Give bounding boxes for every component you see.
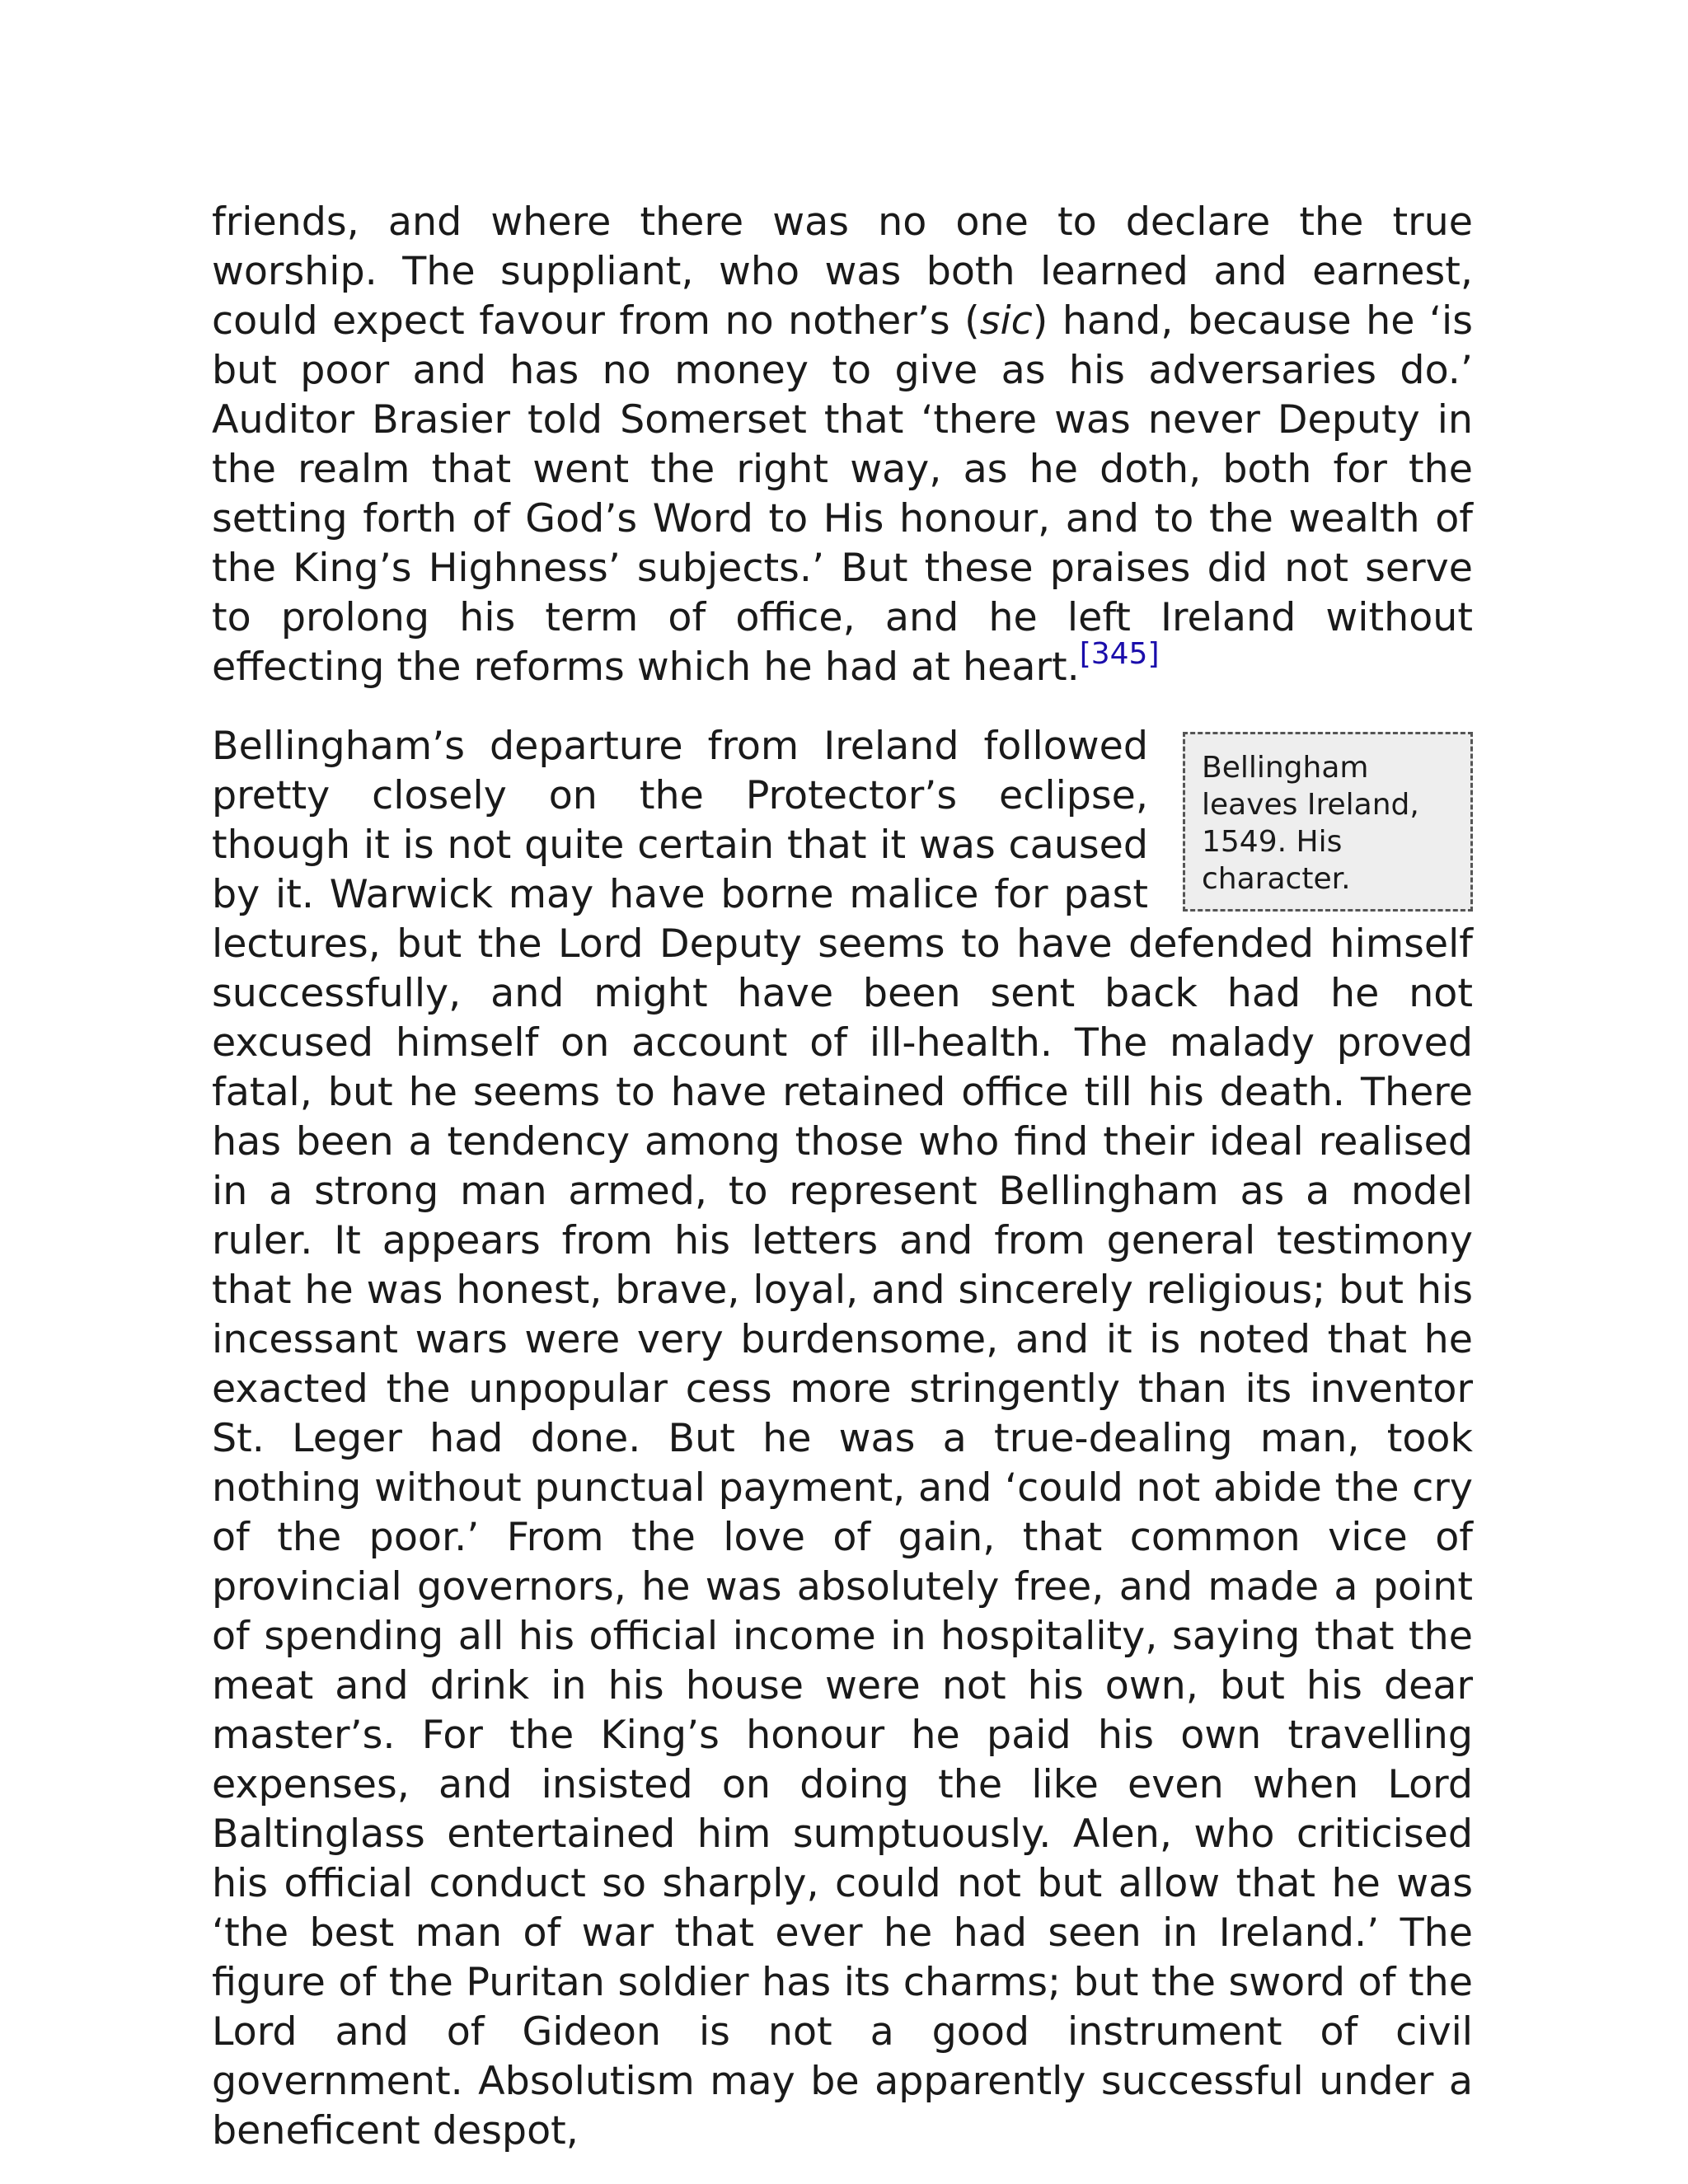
paragraph-1: [212, 198, 1473, 692]
paragraph-1-text-start: friends, and where there was no one to declare the true worship. The suppliant, who was both learned and earnest, could expect favour from no nother’s (: [212, 199, 1473, 344]
sidenote-box: [1183, 732, 1473, 912]
sic-italic: sic: [979, 298, 1033, 344]
footnote-link-345[interactable]: [345]: [1079, 637, 1160, 672]
sidenote-text: Bellingham leaves Ireland, 1549. His character.: [1202, 751, 1419, 896]
paragraph-2-text: Bellingham’s departure from Ireland followed pretty closely on the Protector’s eclipse, though it is not quite certain that it was caused by it. Warwick may have borne malice for past lectures, but the Lord Deputy seems to have defended himself successfully, and might have been sent back had he not excused himself on account of ill-health. The malady proved fatal, but he seems to have retained office till his death. There has been a tendency among those who find their ideal realised in a strong man armed, to represent Bellingham as a model ruler. It appears from his letters and from general testimony that he was honest, brave, loyal, and sincerely religious; but his incessant wars were very burdensome, and it is noted that he exacted the unpopular cess more stringently than its inventor St. Leger had done. But he was a true-dealing man, took nothing without punctual payment, and ‘could not abide the cry of the poor.’ From the love of gain, that common vice of provincial governors, he was absolutely free, and made a point of spending all his official income in hospitality, saying that the meat and drink in his house were not his own, but his dear master’s. For the King’s honour he paid his own travelling expenses, and insisted on doing the like even when Lord Baltinglass entertained him sumptuously. Alen, who criticised his official conduct so sharply, could not but allow that he was ‘the best man of war that ever he had seen in Ireland.’ The figure of the Puritan soldier has its charms; but the sword of the Lord and of Gideon is not a good instrument of civil government. Absolutism may be apparently successful under a beneficent despot,: [212, 724, 1473, 2154]
paragraph-2-block: [212, 722, 1473, 2156]
paragraph-1-text-end: ) hand, because he ‘is but poor and has no money to give as his adversaries do.’ Auditor Brasier told Somerset that ‘there was never Deputy in the realm that went the right way, as he doth, both for the setting forth of God’s Word to His honour, and to the wealth of the King’s Highness’ subjects.’ But these praises did not serve to prolong his term of office, and he left Ireland without effecting the reforms which he had at heart.: [212, 298, 1473, 690]
page-body: [212, 198, 1473, 2156]
